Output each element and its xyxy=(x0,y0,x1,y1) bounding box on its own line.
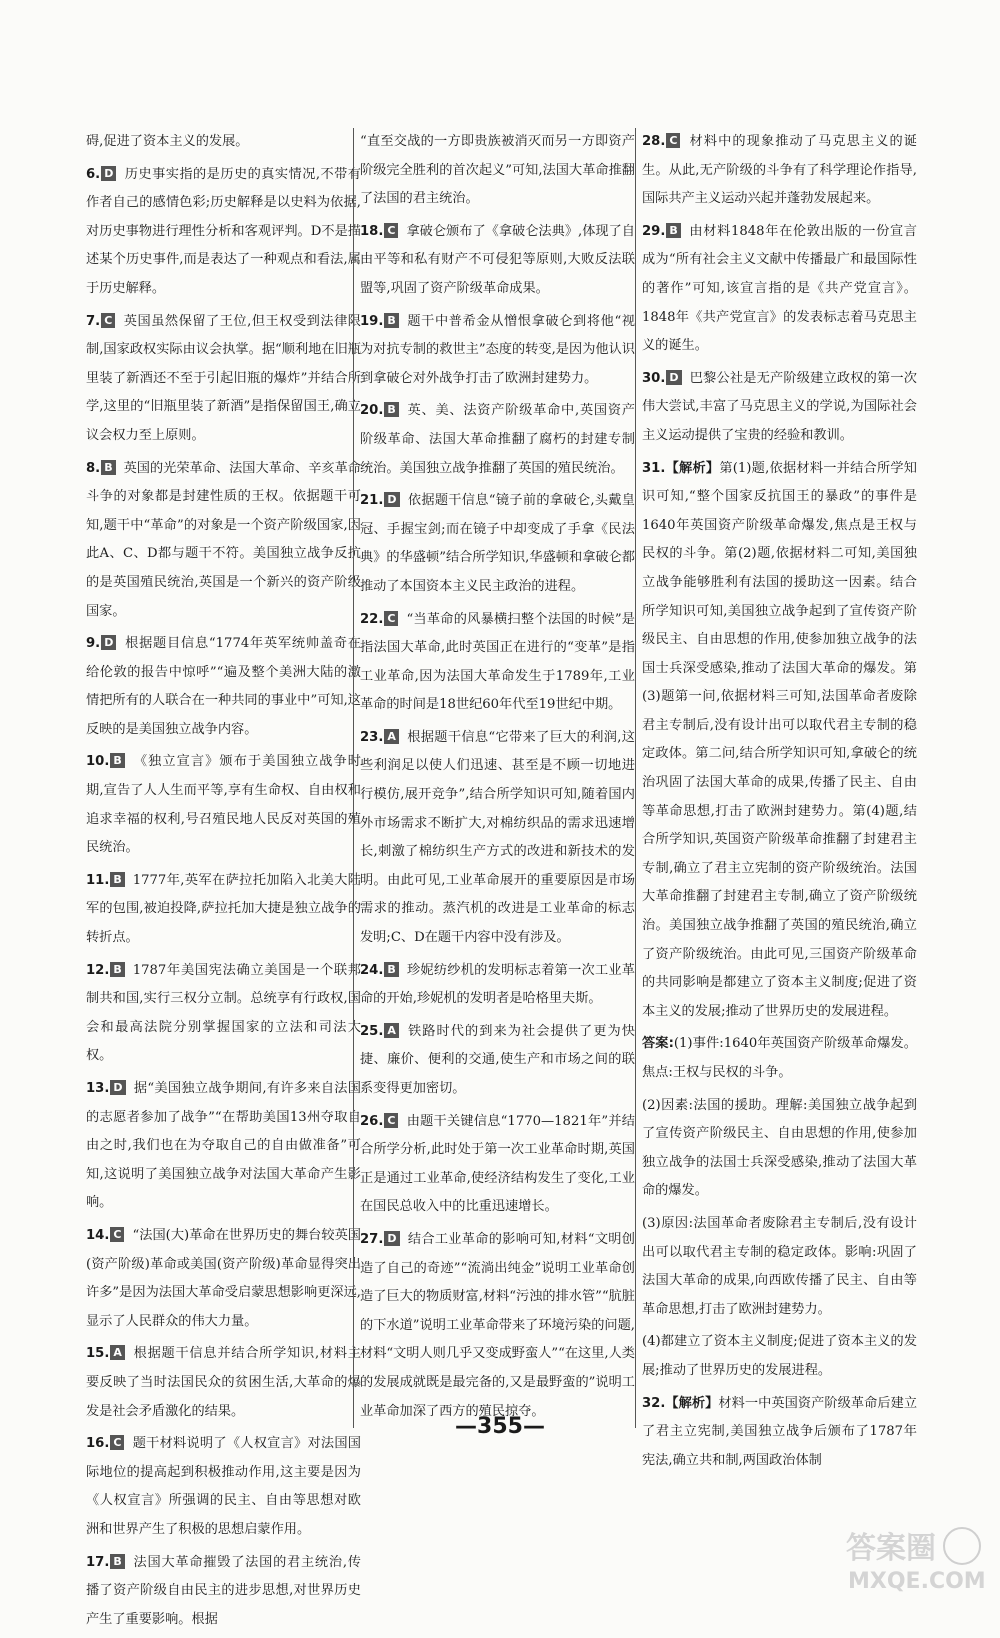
explanation-text: 材料一中英国资产阶级革命后建立了君主立宪制,美国独立战争后颁布了1787年宪法,确立共和制,两国政治体制 xyxy=(642,1395,918,1468)
question-number: 14. xyxy=(86,1227,110,1243)
question-number: 25. xyxy=(360,1023,384,1039)
answer-choice-badge: C xyxy=(101,313,115,328)
explanation-text: 据“美国独立战争期间,有许多来自法国的志愿者参加了战争”“在帮助美国13州夺取自由之时,我们也在为夺取自己的自由做准备”可知,这说明了美国独立战争对法国大革命产生影响。 xyxy=(86,1081,361,1211)
answer-choice-badge: B xyxy=(384,962,398,977)
watermark-logo xyxy=(842,1524,992,1594)
answer-choice-badge: B xyxy=(110,1554,124,1569)
answer-choice-badge: B xyxy=(110,962,124,977)
answer-item xyxy=(86,1430,361,1544)
explanation-text: 根据题干信息并结合所学知识,材料主要反映了当时法国民众的贫困生活,大革命的爆发是社会矛盾激化的结果。 xyxy=(86,1346,361,1419)
question-number: 32. xyxy=(642,1395,666,1411)
section-tag: 答案: xyxy=(642,1036,674,1052)
answer-choice-badge: D xyxy=(384,492,399,507)
column-right xyxy=(642,128,917,1479)
page-number: —355— xyxy=(455,1414,545,1439)
answer-item xyxy=(86,748,361,862)
question-number: 18. xyxy=(360,223,384,239)
answer-choice-badge: B xyxy=(110,753,124,768)
explanation-text: 根据题目信息“1774年英军统帅盖奇在给伦敦的报告中惊呼”“遍及整个美洲大陆的激情把所有的人联合在一种共同的事业中”可知,这反映的是美国独立战争内容。 xyxy=(86,636,361,737)
answer-choice-badge: C xyxy=(666,133,680,148)
question-number: 27. xyxy=(360,1231,384,1247)
answer-choice-badge: C xyxy=(384,1113,398,1128)
column-divider xyxy=(635,128,636,1428)
answer-item xyxy=(86,455,361,627)
section-tag: 【解析】 xyxy=(665,1395,719,1411)
answer-item xyxy=(360,724,635,953)
question-number: 28. xyxy=(642,134,666,149)
explanation-text: 珍妮纺纱机的发明标志着第一次工业革命的开始,珍妮机的发明者是哈格里夫斯。 xyxy=(360,962,635,1007)
answer-item xyxy=(86,867,361,953)
answer-item xyxy=(642,455,917,1027)
column-middle xyxy=(360,128,635,1430)
question-number: 16. xyxy=(86,1436,110,1452)
answer-choice-badge: D xyxy=(101,166,116,181)
question-number: 10. xyxy=(86,754,110,770)
question-number: 22. xyxy=(360,611,384,627)
question-number: 12. xyxy=(86,962,110,978)
explanation-text: 题干中普希金从憎恨拿破仑到将他“视为对抗专制的救世主”态度的转变,是因为他认识到拿破仑对外战争打击了欧洲封建势力。 xyxy=(360,313,635,386)
explanation-text: (2)因素:法国的援助。理解:美国独立战争起到了宣传资产阶级民主、自由思想的作用,使参加独立战争的法国士兵深受感染,推动了法国大革命的爆发。 xyxy=(642,1097,917,1199)
explanation-text: 英国虽然保留了王位,但王权受到法律限制,国家政权实际由议会执掌。据“顺利地在旧瓶里装了新酒还不至于引起旧瓶的爆炸”并结合所学,这里的“旧瓶里装了新酒”是指保留国王,确立议会权力至上原则。 xyxy=(86,313,361,443)
answer-item xyxy=(86,308,361,451)
explanation-text: 1787年美国宪法确立美国是一个联邦制共和国,实行三权分立制。总统享有行政权,国会和最高法院分别掌握国家的立法和司法大权。 xyxy=(86,962,361,1064)
answer-choice-badge: D xyxy=(101,635,116,650)
explanation-text: (4)都建立了资本主义制度;促进了资本主义的发展;推动了世界历史的发展进程。 xyxy=(642,1334,917,1378)
answer-item xyxy=(360,606,635,720)
watermark-url: MXQE.COM xyxy=(848,1569,986,1594)
answer-item xyxy=(360,1108,635,1222)
answer-text-block xyxy=(642,1030,917,1087)
question-number: 7. xyxy=(86,313,101,329)
answer-item xyxy=(86,1222,361,1336)
explanation-text: 碍,促进了资本主义的发展。 xyxy=(86,134,249,149)
explanation-text: 材料中的现象推动了马克思主义的诞生。从此,无产阶级的斗争有了科学理论作指导,国际共产主义运动兴起并蓬勃发展起来。 xyxy=(642,134,917,207)
answer-choice-badge: A xyxy=(384,729,399,744)
question-number: 20. xyxy=(360,403,384,419)
answer-item xyxy=(360,397,635,483)
answer-item xyxy=(86,161,361,304)
answer-choice-badge: B xyxy=(110,872,124,887)
answer-item xyxy=(642,365,917,451)
watermark-logo-icon xyxy=(842,1524,992,1594)
question-number: 15. xyxy=(86,1346,110,1362)
explanation-text: 英国的光荣革命、法国大革命、辛亥革命斗争的对象都是封建性质的王权。依据题干可知,题干中“革命”的对象是一个资产阶级国家,因此A、C、D都与题干不符。美国独立战争反抗的是英国殖民统治,英国是一个新兴的资产阶级国家。 xyxy=(86,460,361,619)
answer-item xyxy=(360,308,635,394)
answer-text-block xyxy=(360,128,635,214)
column-divider xyxy=(353,128,354,1428)
answer-choice-badge: C xyxy=(110,1227,124,1242)
answer-choice-badge: B xyxy=(384,313,398,328)
question-number: 24. xyxy=(360,962,384,978)
answer-choice-badge: D xyxy=(110,1080,125,1095)
answer-choice-badge: A xyxy=(384,1023,399,1038)
question-number: 23. xyxy=(360,729,384,745)
explanation-text: 由题干关键信息“1770—1821年”并结合所学分析,此时处于第一次工业革命时期,英国正是通过工业革命,使经济结构发生了变化,工业在国民总收入中的比重迅速增长。 xyxy=(360,1113,635,1215)
explanation-text: 根据题干信息“它带来了巨大的利润,这些利润足以使人们迅速、甚至是不顾一切地进行模仿,展开竞争”,结合所学知识可知,随着国内外市场需求不断扩大,对棉纺织品的需求迅速增长,刺激了棉纺织生产方式的改进和新技术的发明。由此可见,工业革命展开的重要原因是市场需求的推动。蒸汽机的改进是工业革命的标志发明;C、D在题干内容中没有涉及。 xyxy=(360,729,635,946)
explanation-text: (1)事件:1640年英国资产阶级革命爆发。焦点:王权与民权的斗争。 xyxy=(642,1036,917,1080)
explanation-text: 历史事实指的是历史的真实情况,不带有作者自己的感情色彩;历史解释是以史料为依据,对历史事物进行理性分析和客观评判。D不是描述某个历史事件,而是表达了一种观点和看法,属于历史解释。 xyxy=(86,166,361,296)
explanation-text: 《独立宣言》颁布于美国独立战争时期,宣告了人人生而平等,享有生命权、自由权和追求幸福的权利,号召殖民地人民反对英国的殖民统治。 xyxy=(86,754,361,856)
question-number: 17. xyxy=(86,1554,110,1570)
question-number: 11. xyxy=(86,872,110,888)
explanation-text: “法国(大)革命在世界历史的舞台较英国(资产阶级)革命或美国(资产阶级)革命显得突出许多”是因为法国大革命受启蒙思想影响更深远,显示了人民群众的伟大力量。 xyxy=(86,1227,361,1329)
watermark-text: 答案圈 xyxy=(846,1531,936,1566)
answer-text-block xyxy=(642,1328,917,1385)
answer-choice-badge: B xyxy=(101,460,115,475)
explanation-text: 第(1)题,依据材料一并结合所学知识可知,“整个国家反抗国王的暴政”的事件是1640年英国资产阶级革命爆发,焦点是王权与民权的斗争。第(2)题,依据材料二可知,美国独立战争能够胜利有法国的援助这一因素。结合所学知识可知,美国独立战争起到了宣传资产阶级民主、自由思想的作用,使参加独立战争的法国士兵深受感染,推动了法国大革命的爆发。第(3)题第一问,依据材料三可知,法国革命者废除君主专制后,没有设计出可以取代君主专制的稳定政体。第二问,结合所学知识可知,拿破仑的统治巩固了法国大革命的成果,传播了民主、自由等革命思想,打击了欧洲封建势力。第(4)题,结合所学知识,英国资产阶级革命推翻了封建君主专制,确立了君主立宪制的资产阶级统治。法国大革命推翻了封建君主专制,确立了资产阶级统治。美国独立战争推翻了英国的殖民统治,确立了资产阶级统治。由此可见,三国资产阶级革命的共同影响是都建立了资本主义制度;促进了资本主义的发展;推动了世界历史的发展进程。 xyxy=(642,460,917,1019)
answer-choice-badge: C xyxy=(384,223,398,238)
explanation-text: 拿破仑颁布了《拿破仑法典》,体现了自由平等和私有财产不可侵犯等原则,大败反法联盟等,巩固了资产阶级革命成果。 xyxy=(360,223,635,296)
answer-item xyxy=(360,218,635,304)
section-tag: 【解析】 xyxy=(665,460,720,476)
question-number: 31. xyxy=(642,460,666,476)
explanation-text: 1777年,英军在萨拉托加陷入北美大陆军的包围,被迫投降,萨拉托加大捷是独立战争的转折点。 xyxy=(86,872,361,946)
answer-item xyxy=(86,1549,361,1635)
answer-text-block xyxy=(642,1092,917,1206)
answer-item xyxy=(360,957,635,1014)
explanation-text: 依据题干信息“镜子前的拿破仑,头戴皇冠、手握宝剑;而在镜子中却变成了手拿《民法典》的华盛顿”结合所学知识,华盛顿和拿破仑都推动了本国资本主义民主政治的进程。 xyxy=(360,493,635,594)
explanation-text: “当革命的风暴横扫整个法国的时候”是指法国大革命,此时英国正在进行的“变革”是指工业革命,因为法国大革命发生于1789年,工业革命的时间是18世纪60年代至19世纪中期。 xyxy=(360,611,635,713)
answer-choice-badge: B xyxy=(666,223,680,238)
answer-item xyxy=(360,487,635,601)
answer-choice-badge: A xyxy=(110,1345,125,1360)
explanation-text: 铁路时代的到来为社会提供了更为快捷、廉价、便利的交通,使生产和市场之间的联系变得更加密切。 xyxy=(360,1023,635,1096)
explanation-text: 题干材料说明了《人权宣言》对法国国际地位的提高起到积极推动作用,这主要是因为《人权宣言》所强调的民主、自由等思想对欧洲和世界产生了积极的思想启蒙作用。 xyxy=(86,1436,361,1537)
question-number: 29. xyxy=(642,223,666,239)
question-number: 6. xyxy=(86,166,101,182)
answer-choice-badge: D xyxy=(384,1231,399,1246)
answer-item xyxy=(86,630,361,744)
column-left xyxy=(86,128,361,1638)
answer-item xyxy=(86,957,361,1071)
answer-text-block xyxy=(642,1210,917,1324)
question-number: 13. xyxy=(86,1081,110,1096)
explanation-text: (3)原因:法国革命者废除君主专制后,没有设计出可以取代君主专制的稳定政体。影响:巩固了法国大革命的成果,向西欧传播了民主、自由等革命思想,打击了欧洲封建势力。 xyxy=(642,1215,917,1317)
answer-choice-badge: C xyxy=(110,1435,124,1450)
question-number: 19. xyxy=(360,313,384,329)
answer-item xyxy=(360,1018,635,1104)
answer-choice-badge: C xyxy=(384,611,398,626)
question-number: 9. xyxy=(86,636,101,652)
answer-item xyxy=(360,1226,635,1426)
answer-choice-badge: B xyxy=(384,402,398,417)
explanation-text: 英、美、法资产阶级革命中,英国资产阶级革命、法国大革命推翻了腐朽的封建专制统治。美国独立战争推翻了英国的殖民统治。 xyxy=(360,403,635,476)
question-number: 8. xyxy=(86,460,101,476)
explanation-text: 法国大革命摧毁了法国的君主统治,传播了资产阶级自由民主的进步思想,对世界历史产生了重要影响。根据 xyxy=(86,1554,361,1627)
question-number: 26. xyxy=(360,1113,384,1129)
question-number: 30. xyxy=(642,370,666,386)
question-number: 21. xyxy=(360,493,384,509)
answer-item xyxy=(642,128,917,214)
explanation-text: “直至交战的一方即贵族被消灭而另一方即资产阶级完全胜利的首次起义”可知,法国大革命推翻了法国的君主统治。 xyxy=(360,134,635,207)
answer-item xyxy=(86,1075,361,1218)
explanation-text: 结合工业革命的影响可知,材料“文明创造了自己的奇迹”“流淌出纯金”说明工业革命创造了巨大的物质财富,材料“污浊的排水管”“肮脏的下水道”说明工业革命带来了环境污染的问题,材料“文明人则几乎又变成野蛮人”“在这里,人类的发展成就既是最完备的,又是最野蛮的”说明工业革命加深了西方的殖民掠夺。 xyxy=(360,1231,635,1419)
answer-choice-badge: D xyxy=(666,370,681,385)
explanation-text: 由材料1848年在伦敦出版的一份宣言成为“所有社会主义文献中传播最广和最国际性的著作”可知,该宣言指的是《共产党宣言》。1848年《共产党宣言》的发表标志着马克思主义的诞生。 xyxy=(642,223,917,354)
answer-item xyxy=(642,218,917,361)
explanation-text: 巴黎公社是无产阶级建立政权的第一次伟大尝试,丰富了马克思主义的学说,为国际社会主义运动提供了宝贵的经验和教训。 xyxy=(642,370,917,443)
answer-text-block xyxy=(86,128,361,157)
